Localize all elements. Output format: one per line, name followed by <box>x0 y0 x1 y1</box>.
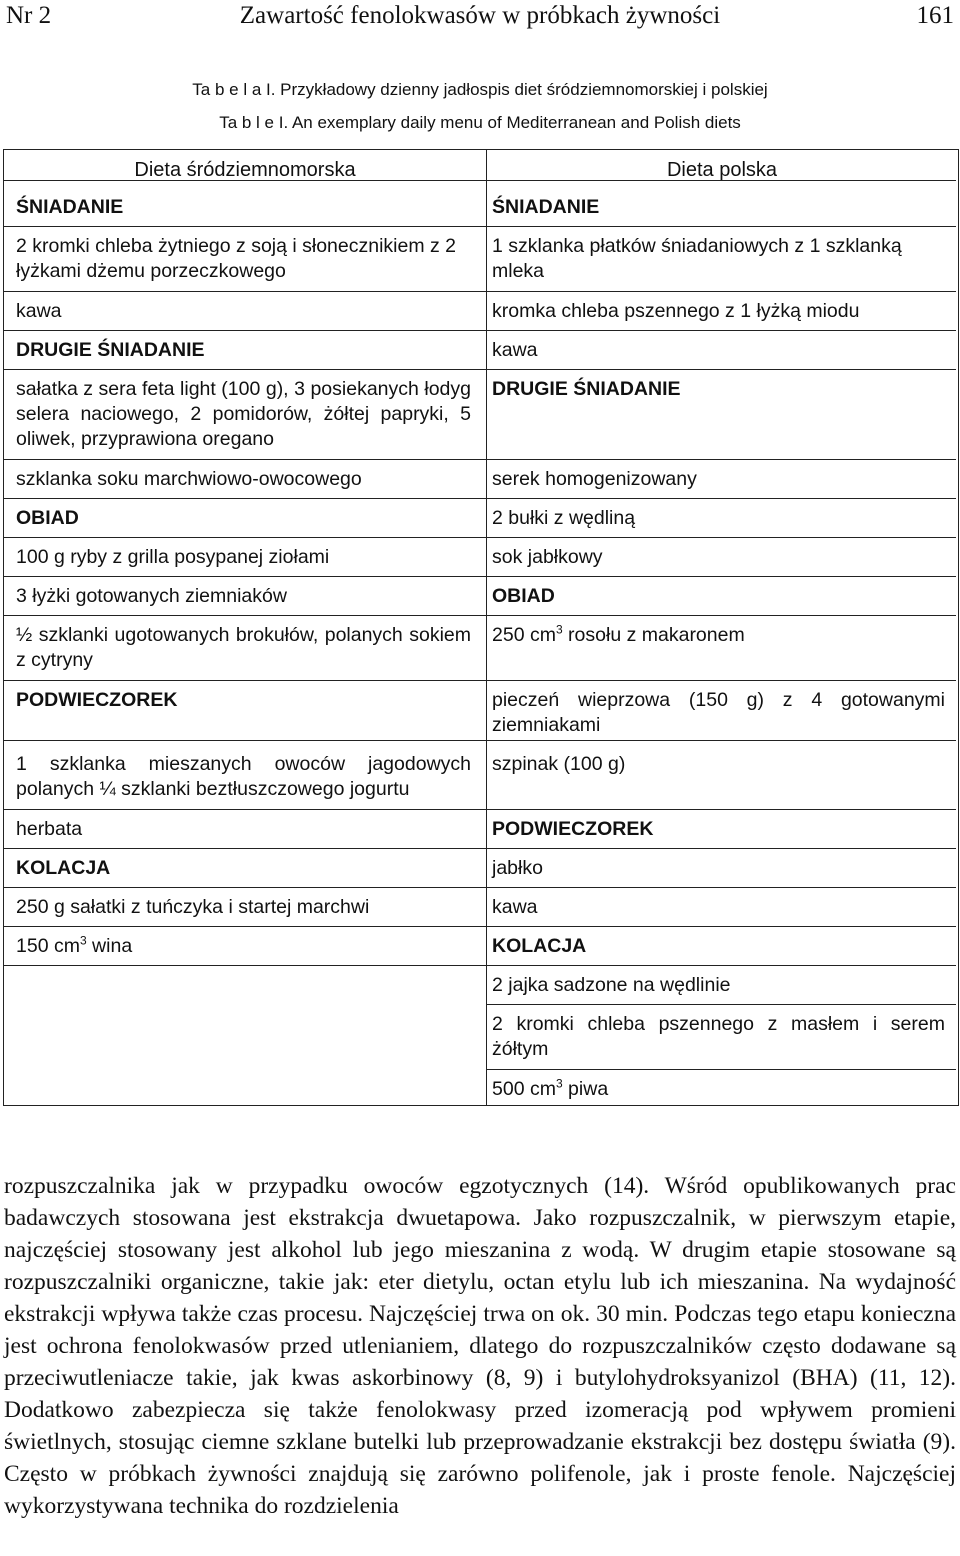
row-divider <box>486 615 956 616</box>
left-menu-item: kawa <box>16 300 62 322</box>
right-meal-heading: ŚNIADANIE <box>492 196 600 218</box>
row-divider <box>4 226 486 227</box>
row-divider <box>486 291 956 292</box>
row-divider <box>486 459 956 460</box>
row-divider <box>486 330 956 331</box>
mediterranean-diet-heading: Dieta śródziemnomorska <box>134 159 356 181</box>
right-menu-item: pieczeń wieprzowa (150 g) z 4 gotowanymi ziemniakami <box>492 689 945 736</box>
row-divider <box>4 809 486 810</box>
left-menu-item: 150 $cm^3$ wina <box>16 933 133 957</box>
row-divider <box>4 576 486 577</box>
left-meal-heading: OBIAD <box>16 507 79 529</box>
left-menu-item: 3 łyżki gotowanych ziemniaków <box>16 585 287 607</box>
right-menu-item: 2 bułki z wędliną <box>492 507 636 529</box>
row-divider <box>4 369 486 370</box>
row-divider <box>4 740 486 741</box>
left-menu-item: 1 szklanka mieszanych owoców jagodowych polanych ¼ szklanki beztłuszczowego jogurtu <box>16 753 471 800</box>
row-divider <box>486 1004 956 1005</box>
running-title: Zawartość fenolokwasów w próbkach żywności <box>239 2 721 29</box>
left-menu-item: 250 g sałatki z tuńczyka i startej marchwi <box>16 896 370 918</box>
left-meal-heading: PODWIECZOREK <box>16 689 178 711</box>
row-divider <box>4 887 486 888</box>
right-menu-item: szpinak (100 g) <box>492 753 626 775</box>
polish-diet-heading: Dieta polska <box>666 159 778 181</box>
left-menu-item: 2 kromki chleba żytniego z soją i słonecznikiem z 2 łyżkami dżemu porzeczkowego <box>16 235 457 282</box>
right-menu-item: serek homogenizowany <box>492 468 697 490</box>
left-menu-item: szklanka soku marchwiowo-owocowego <box>16 468 362 490</box>
left-meal-heading: DRUGIE ŚNIADANIE <box>16 339 205 361</box>
left-meal-heading: KOLACJA <box>16 857 111 879</box>
left-menu-item: herbata <box>16 818 83 840</box>
row-divider <box>486 809 956 810</box>
right-meal-heading: KOLACJA <box>492 935 587 957</box>
row-divider <box>486 498 956 499</box>
row-divider <box>486 848 956 849</box>
row-divider <box>4 680 486 681</box>
left-menu-item: sałatka z sera feta light (100 g), 3 posiekanych łodyg selera naciowego, 2 pomidorów, żółtej papryki, 5 oliwek, przyprawiona oregano <box>16 378 471 450</box>
row-divider <box>4 498 486 499</box>
page-number: 161 <box>916 2 954 29</box>
row-divider <box>4 537 486 538</box>
row-divider <box>486 680 956 681</box>
row-divider <box>486 576 956 577</box>
row-divider <box>4 291 486 292</box>
right-menu-item: sok jabłkowy <box>492 546 603 568</box>
row-divider <box>486 369 956 370</box>
right-meal-heading: DRUGIE ŚNIADANIE <box>492 378 681 400</box>
left-meal-heading: ŚNIADANIE <box>16 196 124 218</box>
right-menu-item: kromka chleba pszennego z 1 łyżką miodu <box>492 300 860 322</box>
right-meal-heading: OBIAD <box>492 585 555 607</box>
right-menu-item: 500 $cm^3$ piwa <box>492 1076 609 1100</box>
row-divider <box>4 926 486 927</box>
row-divider <box>4 965 486 966</box>
table-caption-pl: Ta b e l a I. Przykładowy dzienny jadłospis diet śródziemnomorskiej i polskiej <box>192 80 768 99</box>
row-divider <box>4 330 486 331</box>
row-divider <box>4 615 486 616</box>
right-menu-item: 250 $cm^3$ rosołu z makaronem <box>492 622 745 646</box>
paragraph-text: rozpuszczalnika jak w przypadku owoców egzotycznych (14). Wśród opublikowanych prac badawczych stosowana jest ekstrakcja dwuetapowa. Jako rozpuszczalnik, w pierwszym etapie, najczęściej stosowany jest alkohol lub jego mieszanina z wodą. W drugim etapie stosowane są rozpuszczalniki organiczne, takie jak: eter dietylu, octan etylu lub ich mieszanina. Na wydajność ekstrakcji wpływa także czas procesu. Najczęściej trwa on ok. 30 min. Podczas tego etapu konieczna jest ochrona fenolokwasów przed utlenianiem, dlatego do rozpuszczalników często dodawane są przeciwutleniacze takie, jak kwas askorbinowy (8, 9) i butylohydroksyanizol (BHA) (11, 12). Dodatkowo zabezpiecza się także fenolokwasy przed izomeracją pod wpływem promieni świetlnych, stosując ciemne szklane butelki lub przeprowadzanie ekstrakcji bez dostępu światła (9). Często w próbkach żywności znajdują się zarówno polifenole, jak i proste fenole. Najczęściej wykorzystywana technika do rozdzielenia <box>4 1173 956 1519</box>
issue-number: Nr 2 <box>6 2 52 29</box>
right-menu-item: kawa <box>492 339 538 361</box>
row-divider <box>486 740 956 741</box>
table-caption-en: Ta b l e I. An exemplary daily menu of Mediterranean and Polish diets <box>219 113 741 132</box>
row-divider <box>486 537 956 538</box>
row-divider <box>4 459 486 460</box>
row-divider <box>4 848 486 849</box>
left-menu-item: 100 g ryby z grilla posypanej ziołami <box>16 546 330 568</box>
menu-table <box>3 149 959 1106</box>
right-menu-item: 2 kromki chleba pszennego z masłem i serem żółtym <box>492 1013 945 1060</box>
column-divider <box>486 150 487 1105</box>
row-divider <box>486 965 956 966</box>
right-meal-heading: PODWIECZOREK <box>492 818 654 840</box>
left-menu-item: ½ szklanki ugotowanych brokułów, polanych sokiem z cytryny <box>16 624 471 671</box>
row-divider <box>486 1069 956 1070</box>
page-header <box>0 0 960 40</box>
right-menu-item: 2 jajka sadzone na wędlinie <box>492 974 731 996</box>
row-divider <box>486 926 956 927</box>
body-paragraph <box>4 1170 956 1522</box>
right-menu-item: kawa <box>492 896 538 918</box>
row-divider <box>486 887 956 888</box>
right-menu-item: jabłko <box>492 857 543 879</box>
right-menu-item: 1 szklanka płatków śniadaniowych z 1 szklanką mleka <box>492 235 902 282</box>
row-divider <box>486 226 956 227</box>
